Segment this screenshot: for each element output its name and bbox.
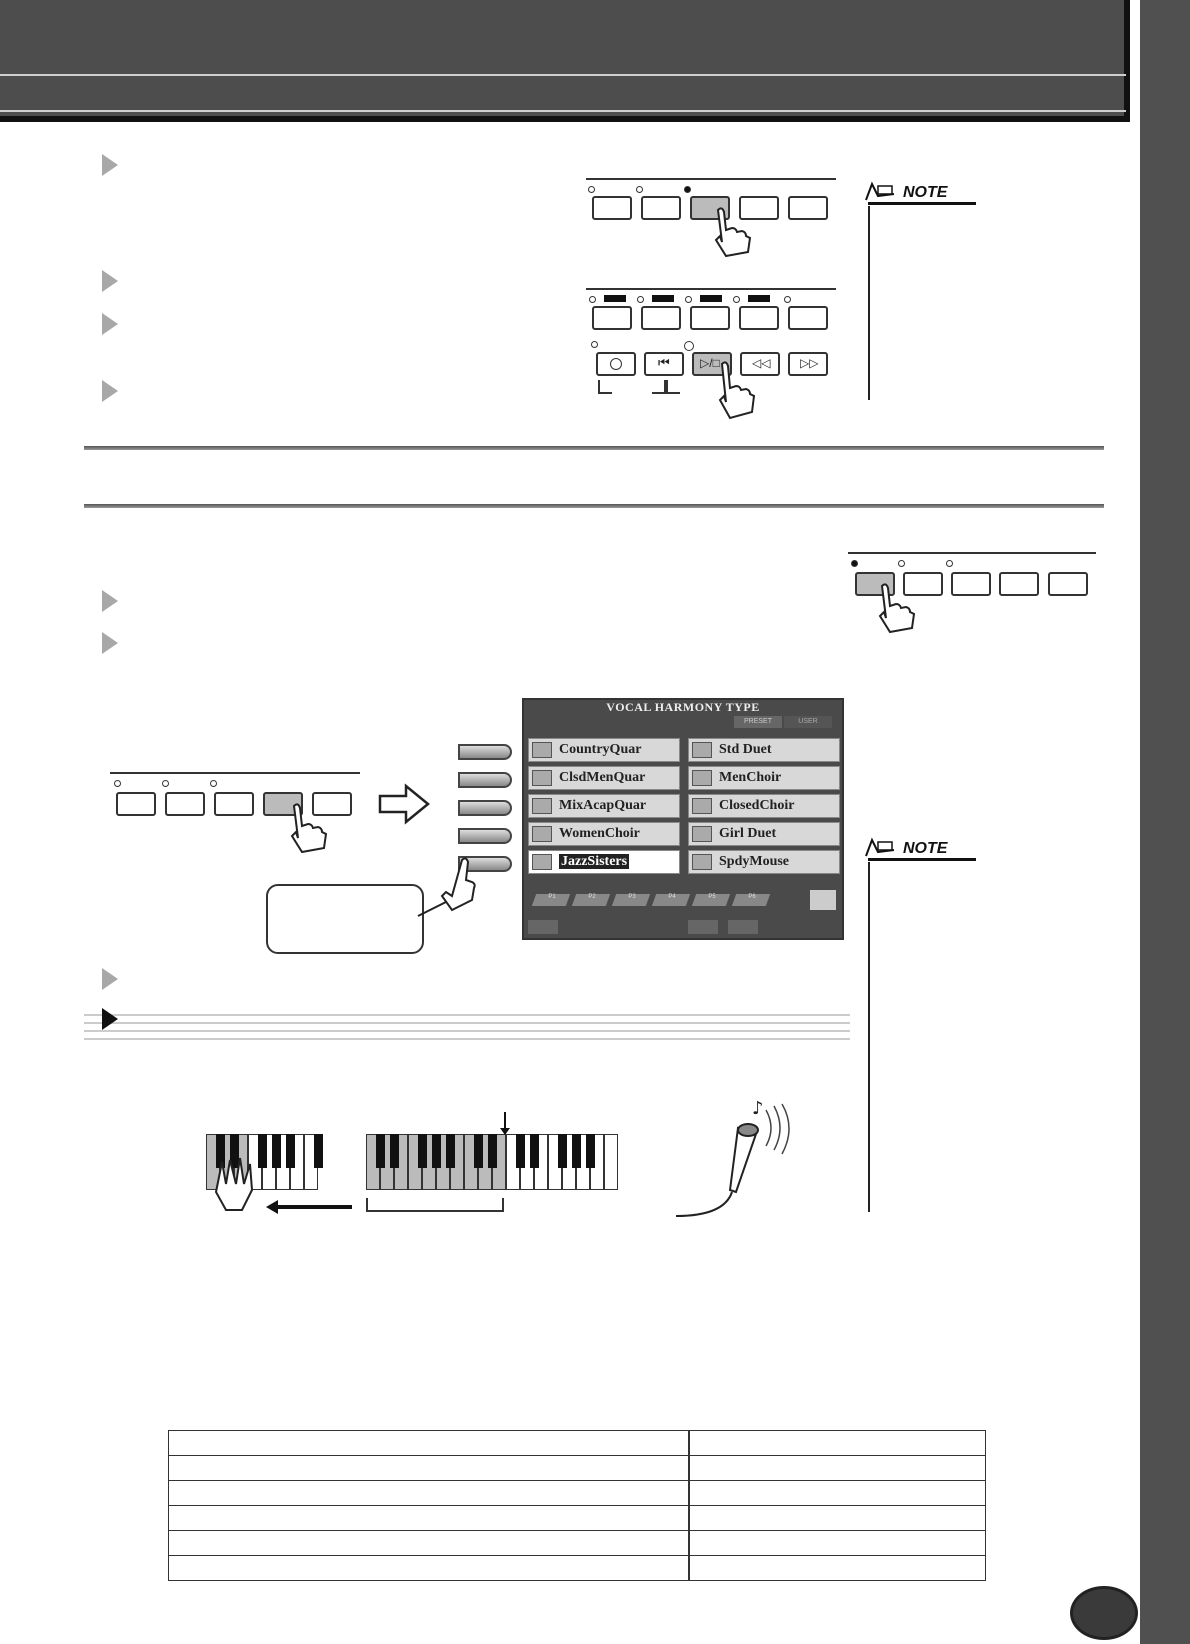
header-rule [0, 74, 1126, 76]
step-arrow-icon [102, 632, 118, 654]
right-arrow-icon [376, 782, 434, 826]
led [114, 780, 121, 787]
chapter-header-bar [0, 0, 1130, 122]
panel-button [999, 572, 1039, 596]
table-cell [688, 1480, 986, 1506]
lcd-title: VOCAL HARMONY TYPE [606, 700, 760, 714]
harmony-icon [692, 742, 712, 758]
tab-preset[interactable]: PRESET [734, 716, 782, 728]
harmony-type-item-selected[interactable]: JazzSisters [528, 850, 680, 874]
lcd-side-button-b[interactable] [458, 772, 512, 788]
harmony-type-item[interactable]: MenChoir [688, 766, 840, 790]
panel-button [592, 306, 632, 330]
pointing-hand-icon [284, 802, 328, 854]
led [684, 186, 691, 193]
subheading-bar [84, 1008, 850, 1046]
harmony-icon [532, 742, 552, 758]
harmony-icon [692, 826, 712, 842]
header-rule [0, 110, 1126, 112]
page-tab[interactable]: P2 [572, 894, 610, 906]
table-cell [688, 1430, 986, 1456]
note-sidebar-rule [868, 862, 870, 1212]
panel-button [214, 792, 254, 816]
step-arrow-icon [102, 590, 118, 612]
fast-forward-button [788, 352, 828, 376]
panel-button [1048, 572, 1088, 596]
table-cell [688, 1505, 986, 1531]
left-arrow-shaft [272, 1205, 352, 1209]
table-cell [168, 1455, 690, 1481]
led [591, 341, 598, 348]
panel-button [690, 306, 730, 330]
led [946, 560, 953, 567]
note-sidebar-rule [868, 206, 870, 400]
panel-button [641, 196, 681, 220]
pointing-hand-icon [712, 360, 756, 420]
subheading-arrow-icon [102, 1008, 118, 1030]
table [168, 1430, 986, 1582]
harmony-type-item[interactable]: Std Duet [688, 738, 840, 762]
harmony-type-item[interactable]: ClosedChoir [688, 794, 840, 818]
harmony-icon [692, 798, 712, 814]
led [636, 186, 643, 193]
harmony-type-item[interactable]: WomenChoir [528, 822, 680, 846]
rewind-icon: ◁◁ [752, 356, 771, 370]
step-arrow-icon [102, 270, 118, 292]
left-arrow-icon [266, 1200, 278, 1214]
table-cell [168, 1555, 690, 1581]
table-cell [168, 1430, 690, 1456]
side-tab-strip [1140, 0, 1190, 1644]
harmony-type-item[interactable]: ClsdMenQuar [528, 766, 680, 790]
lcd-bottom-control[interactable] [528, 920, 558, 934]
pointing-hand-icon [708, 206, 752, 258]
led [851, 560, 858, 567]
edit-icon[interactable] [810, 890, 836, 910]
table-cell [168, 1530, 690, 1556]
note-label: NOTE [903, 184, 948, 201]
panel-button [788, 306, 828, 330]
harmony-icon [692, 854, 712, 870]
harmony-type-item[interactable]: Girl Duet [688, 822, 840, 846]
led [733, 296, 740, 303]
led [637, 296, 644, 303]
panel-button [165, 792, 205, 816]
microphone-icon [676, 1098, 798, 1218]
panel-button [739, 306, 779, 330]
step-arrow-icon [102, 380, 118, 402]
table-cell [168, 1480, 690, 1506]
note-label: NOTE [903, 840, 948, 857]
record-icon [610, 358, 622, 370]
split-point-arrow-icon [500, 1128, 510, 1135]
harmony-icon [692, 770, 712, 786]
table-cell [688, 1455, 986, 1481]
led [210, 780, 217, 787]
led [162, 780, 169, 787]
top-button [644, 352, 684, 376]
harmony-icon [532, 854, 552, 870]
harmony-icon [532, 770, 552, 786]
lcd-side-button-d[interactable] [458, 828, 512, 844]
skip-back-icon: ⏮ [658, 355, 670, 370]
table-cell [168, 1505, 690, 1531]
pointing-hand-icon [872, 582, 916, 634]
page-tab[interactable]: P3 [612, 894, 650, 906]
page-number-badge [1070, 1586, 1138, 1640]
note-underline [868, 858, 976, 861]
step-arrow-icon [102, 968, 118, 990]
panel-button [951, 572, 991, 596]
led [685, 296, 692, 303]
pointing-hand-icon [416, 856, 486, 926]
panel-button [788, 196, 828, 220]
svg-text:♪: ♪ [752, 1098, 764, 1119]
led-blinking [684, 341, 694, 351]
page-tab[interactable]: P5 [692, 894, 730, 906]
callout-bubble [266, 884, 424, 954]
harmony-icon [532, 798, 552, 814]
harmony-type-item[interactable]: CountryQuar [528, 738, 680, 762]
panel-button [641, 306, 681, 330]
section-rule-bottom [84, 504, 1104, 508]
lcd-bottom-control[interactable] [728, 920, 758, 934]
led [784, 296, 791, 303]
harmony-type-item[interactable]: MixAcapQuar [528, 794, 680, 818]
chord-section-bracket [366, 1198, 504, 1212]
step-arrow-icon [102, 313, 118, 335]
step-arrow-icon [102, 154, 118, 176]
lcd-side-button-a[interactable] [458, 744, 512, 760]
pencil-note-icon [864, 836, 896, 858]
led [898, 560, 905, 567]
panel-button [116, 792, 156, 816]
harmony-icon [532, 826, 552, 842]
lcd-screen-vocal-harmony-type [522, 698, 844, 940]
lcd-side-button-c[interactable] [458, 800, 512, 816]
harmony-type-item[interactable]: SpdyMouse [688, 850, 840, 874]
table-cell [688, 1530, 986, 1556]
lcd-bottom-control[interactable] [688, 920, 718, 934]
note-underline [868, 202, 976, 205]
page-tab[interactable]: P6 [732, 894, 770, 906]
section-rule-top [84, 446, 1104, 450]
hand-icon [212, 1154, 268, 1214]
keyboard-split-section [366, 1134, 628, 1190]
fast-forward-icon: ▷▷ [800, 356, 819, 370]
play-stop-icon: ▷/□ [700, 356, 720, 370]
table-cell [688, 1555, 986, 1581]
page-tab[interactable]: P1 [532, 894, 570, 906]
tab-user[interactable]: USER [784, 716, 832, 728]
record-button [596, 352, 636, 376]
pencil-note-icon [864, 180, 896, 202]
panel-button [592, 196, 632, 220]
led [588, 186, 595, 193]
page-tab[interactable]: P4 [652, 894, 690, 906]
led [589, 296, 596, 303]
